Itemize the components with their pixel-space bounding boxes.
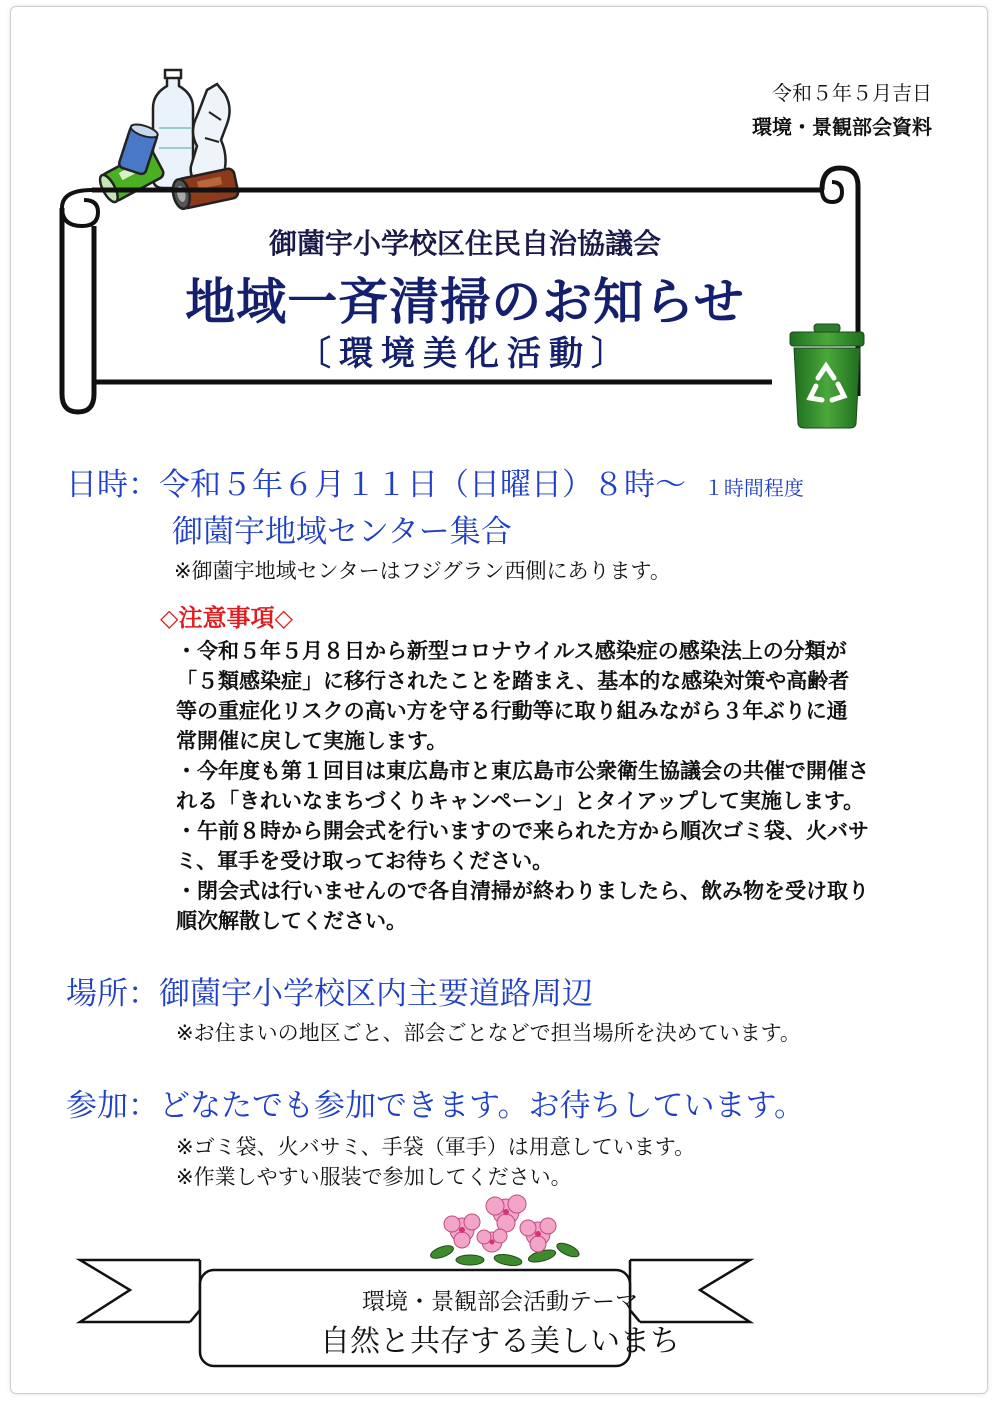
participation-note: ※ゴミ袋、火バサミ、手袋（軍手）は用意しています。 bbox=[176, 1135, 696, 1159]
issue-date: 令和５年５月吉日 bbox=[772, 81, 932, 105]
location-note: ※お住まいの地区ごと、部会ごとなどで担当場所を決めています。 bbox=[176, 1021, 801, 1045]
council-name: 御薗宇小学校区住民自治協議会 bbox=[268, 227, 661, 260]
caution-heading: ◇注意事項◇ bbox=[160, 604, 293, 632]
caution-line: 順次解散してください。 bbox=[176, 909, 407, 933]
location-value: 御薗宇小学校区内主要道路周辺 bbox=[159, 976, 593, 1012]
location-label: 場所： bbox=[66, 976, 159, 1012]
theme-text: 自然と共存する美しいまち bbox=[320, 1324, 680, 1359]
schedule-datetime: 令和５年６月１１日（日曜日）８時〜 bbox=[159, 467, 686, 503]
department-name: 環境・景観部会資料 bbox=[752, 115, 932, 139]
page-title: 地域一斉清掃のお知らせ bbox=[185, 273, 745, 331]
participation-value: どなたでも参加できます。お待ちしています。 bbox=[159, 1088, 806, 1124]
theme-label: 環境・景観部会活動テーマ bbox=[362, 1289, 638, 1315]
meeting-place: 御薗宇地域センター集合 bbox=[172, 514, 512, 550]
participation-row bbox=[66, 1086, 805, 1126]
caution-line: ・今年度も第１回目は東広島市と東広島市公衆衛生協議会の共催で開催さ bbox=[176, 759, 869, 783]
schedule-row bbox=[66, 465, 804, 508]
caution-line: ・午前８時から開会式を行いますので来られた方から順次ゴミ袋、火バサ bbox=[176, 819, 869, 843]
caution-line: れる「きれいなまちづくりキャンペーン」とタイアップして実施します。 bbox=[176, 789, 865, 813]
schedule-duration: １時間程度 bbox=[703, 476, 804, 500]
meeting-note: ※御薗宇地域センターはフジグラン西側にあります。 bbox=[174, 559, 671, 583]
location-row bbox=[66, 974, 593, 1014]
participation-label: 参加： bbox=[66, 1088, 159, 1124]
participation-note: ※作業しやすい服装で参加してください。 bbox=[176, 1165, 572, 1189]
caution-line: 等の重症化リスクの高い方を守る行動等に取り組みながら３年ぶりに通 bbox=[176, 699, 848, 723]
caution-line: ・令和５年５月８日から新型コロナウイルス感染症の感染法上の分類が bbox=[176, 639, 847, 663]
caution-line: ミ、軍手を受け取ってお待ちください。 bbox=[176, 849, 554, 873]
caution-line: 「５類感染症」に移行されたことを踏まえ、基本的な感染対策や高齢者 bbox=[176, 669, 850, 693]
caution-line: ・閉会式は行いませんので各自清掃が終わりましたら、飲み物を受け取り bbox=[176, 879, 869, 903]
recycle-bin-icon bbox=[788, 322, 866, 430]
page-subtitle: 〔環境美化活動〕 bbox=[297, 334, 633, 374]
schedule-label: 日時： bbox=[66, 467, 159, 503]
caution-line: 常開催に戻して実施します。 bbox=[176, 729, 448, 753]
caution-list bbox=[176, 636, 946, 936]
